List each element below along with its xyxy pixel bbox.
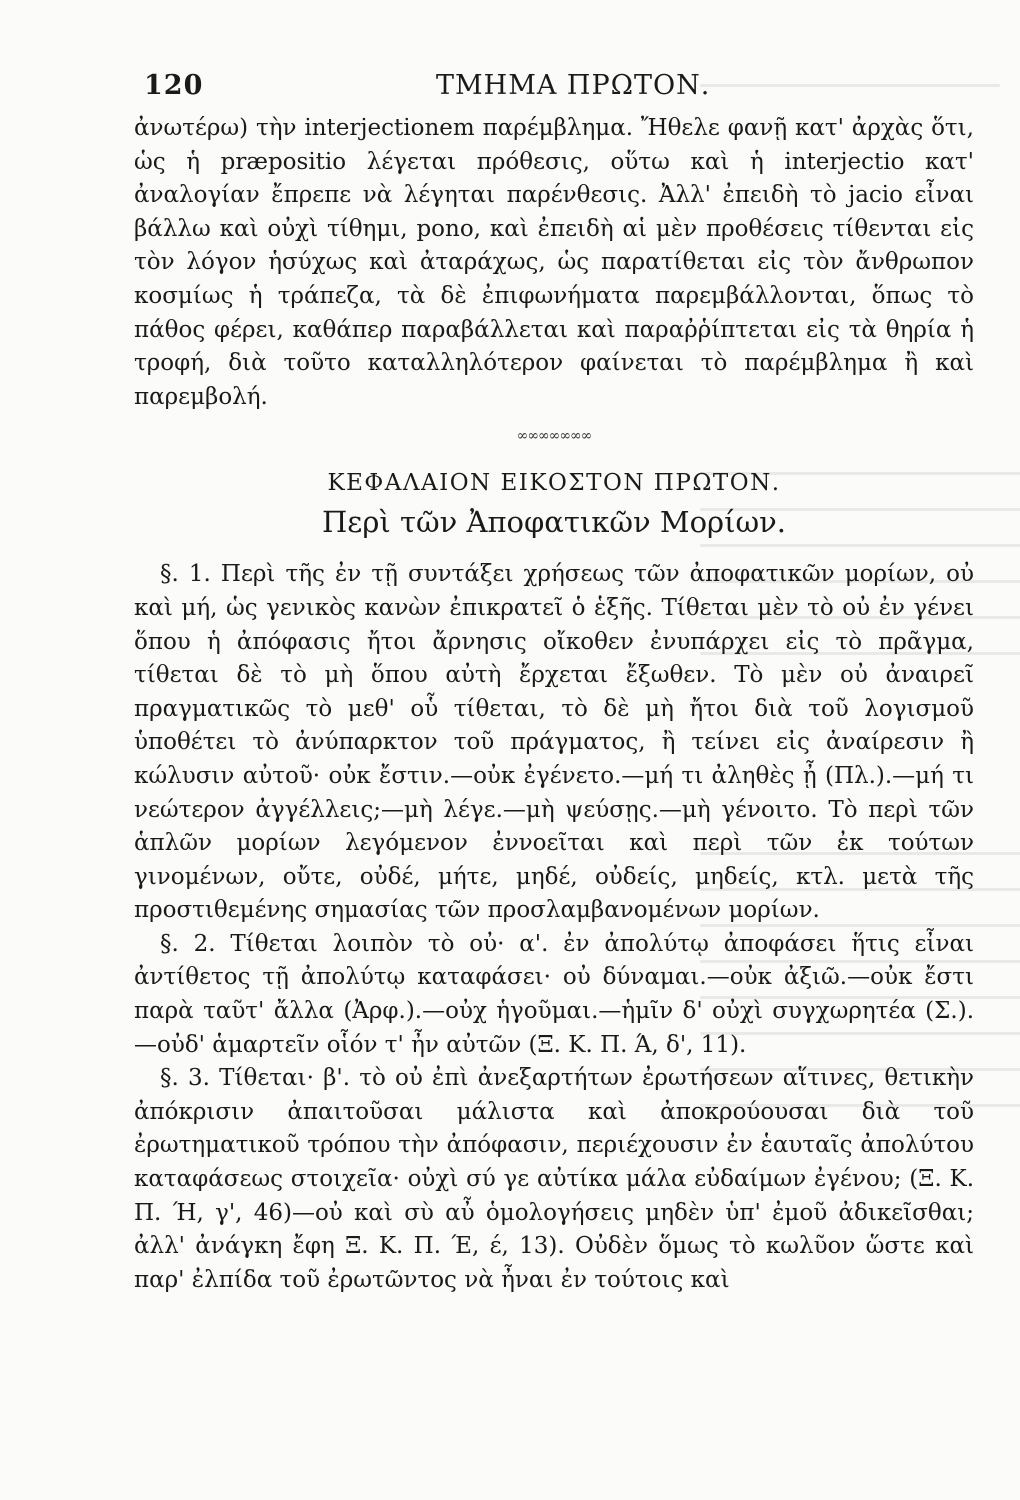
section-paragraph-2: §. 2. Τίθεται λοιπὸν τὸ οὐ· α'. ἐν ἀπολύτῳ ἀποφάσει ἥτις εἶναι ἀντίθετος τῇ ἀπολύτῳ καταφάσει· οὐ δύναμαι.—οὐκ ἀξιῶ.—οὐκ ἔστι παρὰ ταῦτ' ἄλλα (Ἀρφ.).—οὐχ ἡγοῦμαι.—ἡμῖν δ' οὐχὶ συγχωρητέα (Σ.).—οὐδ' ἁμαρτεῖν οἷόν τ' ἦν αὐτῶν (Ξ. Κ. Π. Ά, δ', 11). xyxy=(134,930,974,1058)
intro-paragraph: ἀνωτέρω) τὴν interjectionem παρέμβλημα. Ἤθελε φανῇ κατ' ἀρχὰς ὅτι, ὡς ἡ præpositio λέγεται πρόθεσις, οὕτω καὶ ἡ interjectio κατ' ἀναλογίαν ἔπρεπε νὰ λέγηται παρένθεσις. Ἀλλ' ἐπειδὴ τὸ jacio εἶναι βάλλω καὶ οὐχὶ τίθημι, pono, καὶ ἐπειδὴ αἱ μὲν προθέσεις τίθενται εἰς τὸν λόγον ἡσύχως καὶ ἀταράχως, ὡς παρατίθεται εἰς τὸν ἄνθρωπον κοσμίως ἡ τράπεζα, τὰ δὲ ἐπιφωνήματα παρεμβάλλονται, ὅπως τὸ πάθος φέρει, καθάπερ παραβάλλεται καὶ παραῤῥίπτεται εἰς τὰ θηρία ἡ τροφή, διὰ τοῦτο καταλληλότερον φαίνεται τὸ παρέμβλημα ἢ καὶ παρεμβολή. xyxy=(134,115,974,410)
page-header xyxy=(134,62,974,112)
chapter-title: ΚΕΦΑΛΑΙΟΝ ΕΙΚΟΣΤΟΝ ΠΡΩΤΟΝ. xyxy=(327,470,781,497)
section-paragraph-1: §. 1. Περὶ τῆς ἐν τῇ συντάξει χρήσεως τῶν ἀποφατικῶν μορίων, οὐ καὶ μή, ὡς γενικὸς κανὼν ἐπικρατεῖ ὁ ἑξῆς. Τίθεται μὲν τὸ οὐ ἐν γένει ὅπου ἡ ἀπόφασις ἤτοι ἄρνησις οἴκοθεν ἐνυπάρχει εἰς τὸ πρᾶγμα, τίθεται δὲ τὸ μὴ ὅπου αὐτὴ ἔρχεται ἔξωθεν. Τὸ μὲν οὐ ἀναιρεῖ πραγματικῶς τὸ μεθ' οὗ τίθεται, τὸ δὲ μὴ ἤτοι διὰ τοῦ λογισμοῦ ὑποθέτει τὸ ἀνύπαρκτον τοῦ πράγματος, ἢ τείνει εἰς ἀναίρεσιν ἢ κώλυσιν αὐτοῦ· οὐκ ἔστιν.—οὐκ ἐγένετο.—μή τι ἀληθὲς ᾖ (Πλ.).—μή τι νεώτερον ἀγγέλλεις;—μὴ λέγε.—μὴ ψεύσῃς.—μὴ γένοιτο. Τὸ περὶ τῶν ἁπλῶν μορίων λεγόμενον ἐννοεῖται καὶ περὶ τῶν ἐκ τούτων γινομένων, οὔτε, οὐδέ, μήτε, μηδέ, οὐδείς, μηδείς, κτλ. μετὰ τῆς προστιθεμένης σημασίας τῶν προσλαμβανομένων μορίων. xyxy=(134,561,974,924)
page-body xyxy=(134,112,974,1297)
book-page xyxy=(134,62,974,1297)
ornament-divider: ∞∞∞∞∞∞∞ xyxy=(516,428,592,445)
page-number: 120 xyxy=(144,70,204,101)
section-paragraph-3: §. 3. Τίθεται· β'. τὸ οὐ ἐπὶ ἀνεξαρτήτων ἐρωτήσεων αἵτινες, θετικὴν ἀπόκρισιν ἀπαιτοῦσαι μάλιστα καὶ ἀποκρούουσαι διὰ τοῦ ἐρωτηματικοῦ τρόπου τὴν ἀπόφασιν, περιέχουσιν ἐν ἑαυταῖς ἀπολύτου καταφάσεως στοιχεῖα· οὐχὶ σύ γε αὐτίκα μάλα εὐδαίμων ἐγένου; (Ξ. Κ. Π. Ή, γ', 46)—οὐ καὶ σὺ αὖ ὁμολογήσεις μηδὲν ὑπ' ἐμοῦ ἀδικεῖσθαι; ἀλλ' ἀνάγκη ἔφη Ξ. Κ. Π. Έ, έ, 13). Οὐδὲν ὅμως τὸ κωλῦον ὥστε καὶ παρ' ἐλπίδα τοῦ ἐρωτῶντος νὰ ἦναι ἐν τούτοις καὶ xyxy=(134,1065,974,1293)
running-title: ΤΜΗΜΑ ΠΡΩΤΟΝ. xyxy=(436,70,711,101)
chapter-subtitle: Περὶ τῶν Ἀποφατικῶν Μορίων. xyxy=(322,505,786,540)
